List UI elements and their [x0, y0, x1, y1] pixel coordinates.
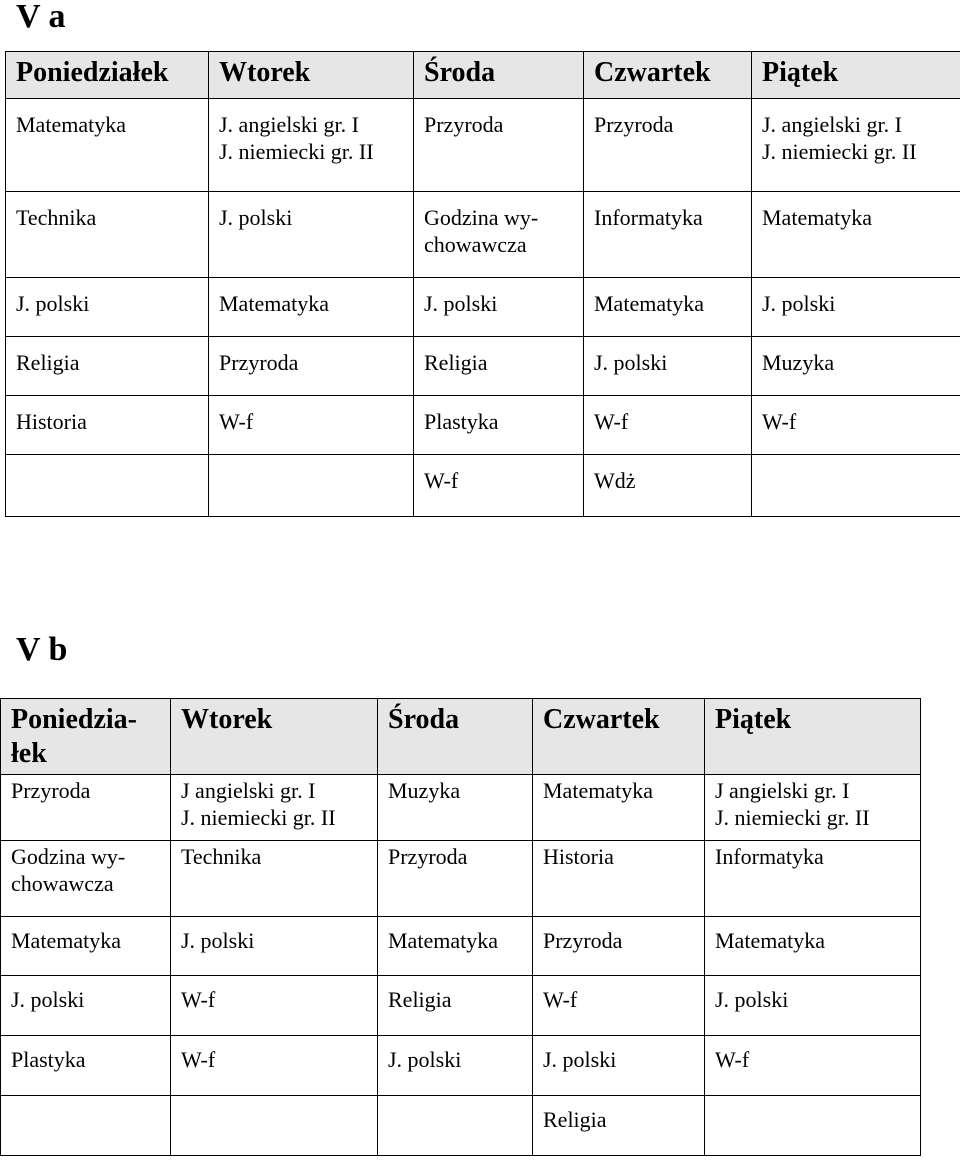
lesson-cell: W-f	[171, 1036, 378, 1096]
lesson-cell: Wdż	[584, 455, 752, 517]
day-header: Wtorek	[209, 52, 414, 99]
lesson-cell: Plastyka	[1, 1036, 171, 1096]
lesson-cell: W-f	[752, 396, 960, 455]
lesson-cell: Plastyka	[414, 396, 584, 455]
lesson-cell: J. polski	[414, 278, 584, 337]
lesson-cell: Matematyka	[378, 917, 533, 976]
lesson-row	[6, 337, 960, 396]
day-header: Piątek	[752, 52, 960, 99]
lesson-cell: Przyroda	[209, 337, 414, 396]
lesson-cell: Technika	[171, 841, 378, 917]
lesson-cell: J. polski	[752, 278, 960, 337]
lesson-cell	[378, 1096, 533, 1156]
class-title-vb: V b	[16, 631, 68, 668]
day-header: Czwartek	[584, 52, 752, 99]
lesson-cell: J. polski	[584, 337, 752, 396]
lesson-row	[1, 976, 921, 1036]
lesson-cell: Historia	[6, 396, 209, 455]
lesson-cell	[1, 1096, 171, 1156]
lesson-cell	[705, 1096, 921, 1156]
lesson-cell: W-f	[533, 976, 705, 1036]
lesson-cell	[6, 455, 209, 517]
lesson-cell: W-f	[414, 455, 584, 517]
lesson-cell: Historia	[533, 841, 705, 917]
day-header: Środa	[414, 52, 584, 99]
lesson-cell: Przyroda	[378, 841, 533, 917]
lesson-cell: J. polski	[1, 976, 171, 1036]
class-title-va: V a	[16, 0, 66, 35]
lesson-cell	[752, 455, 960, 517]
lesson-cell: W-f	[171, 976, 378, 1036]
schedule-table-vb	[0, 698, 921, 1156]
lesson-cell: Matematyka	[533, 775, 705, 841]
day-header: Poniedzia- łek	[1, 699, 171, 775]
lesson-row	[1, 775, 921, 841]
lesson-cell: Przyroda	[1, 775, 171, 841]
day-header: Wtorek	[171, 699, 378, 775]
lesson-cell: Matematyka	[209, 278, 414, 337]
lesson-cell: J. polski	[171, 917, 378, 976]
lesson-cell: Matematyka	[752, 192, 960, 278]
lesson-cell	[209, 455, 414, 517]
lesson-cell: Matematyka	[584, 278, 752, 337]
lesson-row	[1, 841, 921, 917]
lesson-cell: J. polski	[378, 1036, 533, 1096]
lesson-cell: Matematyka	[705, 917, 921, 976]
lesson-cell	[171, 1096, 378, 1156]
lesson-row	[6, 278, 960, 337]
lesson-cell: W-f	[705, 1036, 921, 1096]
lesson-row	[1, 917, 921, 976]
header-row	[6, 52, 960, 99]
lesson-cell: W-f	[209, 396, 414, 455]
schedule-table-va	[5, 51, 960, 517]
lesson-row	[1, 1096, 921, 1156]
lesson-row	[6, 396, 960, 455]
lesson-cell: Religia	[533, 1096, 705, 1156]
lesson-cell: J. polski	[6, 278, 209, 337]
lesson-cell: J. polski	[533, 1036, 705, 1096]
lesson-cell: Muzyka	[752, 337, 960, 396]
lesson-cell: J. polski	[705, 976, 921, 1036]
lesson-cell: Przyroda	[414, 99, 584, 192]
lesson-row	[6, 455, 960, 517]
lesson-cell: J angielski gr. I J. niemiecki gr. II	[705, 775, 921, 841]
header-row	[1, 699, 921, 775]
lesson-cell: Matematyka	[1, 917, 171, 976]
lesson-cell: Informatyka	[584, 192, 752, 278]
lesson-cell: Religia	[378, 976, 533, 1036]
day-header: Środa	[378, 699, 533, 775]
day-header: Poniedziałek	[6, 52, 209, 99]
day-header: Czwartek	[533, 699, 705, 775]
lesson-cell: Przyroda	[533, 917, 705, 976]
lesson-cell: J. angielski gr. I J. niemiecki gr. II	[209, 99, 414, 192]
lesson-cell: Religia	[6, 337, 209, 396]
lesson-cell: W-f	[584, 396, 752, 455]
lesson-cell: Technika	[6, 192, 209, 278]
lesson-cell: Godzina wy- chowawcza	[414, 192, 584, 278]
lesson-cell: J angielski gr. I J. niemiecki gr. II	[171, 775, 378, 841]
lesson-cell: Religia	[414, 337, 584, 396]
lesson-cell: J. angielski gr. I J. niemiecki gr. II	[752, 99, 960, 192]
lesson-row	[6, 192, 960, 278]
lesson-cell: J. polski	[209, 192, 414, 278]
lesson-cell: Godzina wy- chowawcza	[1, 841, 171, 917]
lesson-cell: Muzyka	[378, 775, 533, 841]
lesson-row	[1, 1036, 921, 1096]
day-header: Piątek	[705, 699, 921, 775]
lesson-cell: Informatyka	[705, 841, 921, 917]
lesson-row	[6, 99, 960, 192]
lesson-cell: Matematyka	[6, 99, 209, 192]
lesson-cell: Przyroda	[584, 99, 752, 192]
